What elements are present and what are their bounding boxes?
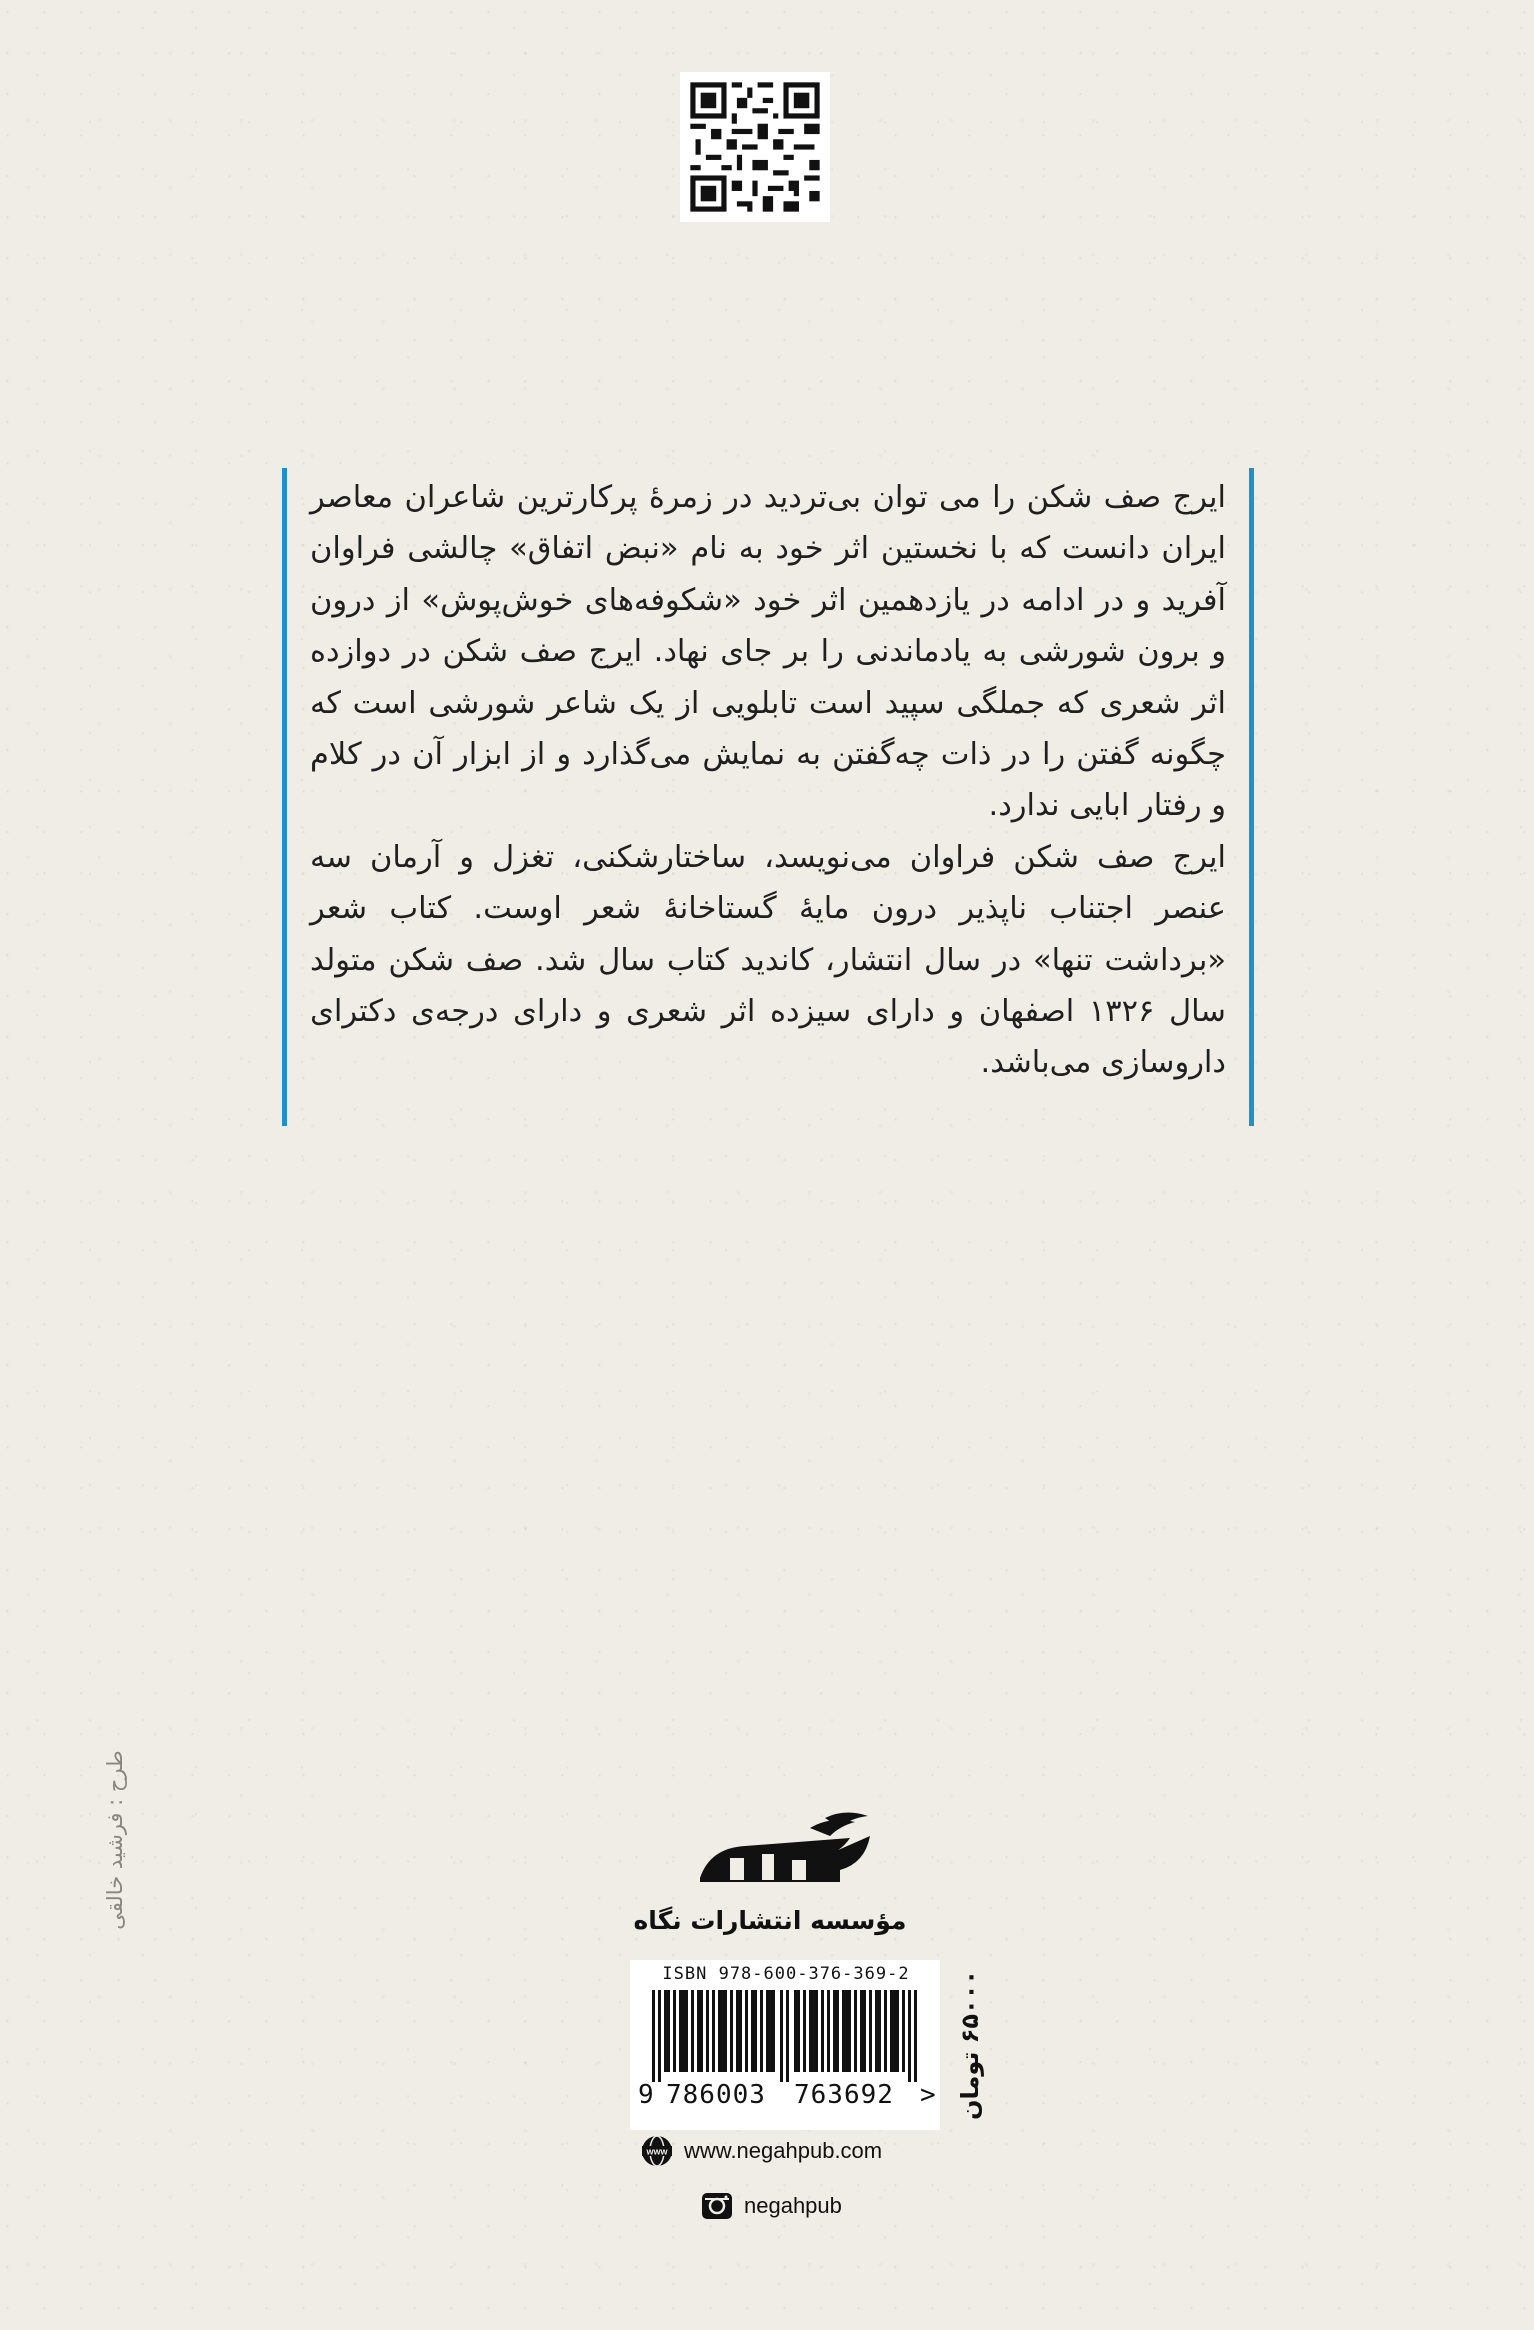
back-cover-blurb xyxy=(282,468,1254,1126)
blurb-text xyxy=(310,472,1226,1089)
publisher-logo xyxy=(690,1808,880,1903)
negah-logo-icon xyxy=(690,1808,880,1903)
qr-code xyxy=(680,72,830,222)
blurb-right-rule xyxy=(1249,468,1254,1126)
price-label xyxy=(950,1960,990,2130)
price-text: ۶۵۰۰۰ تومان xyxy=(956,1969,984,2121)
instagram-handle[interactable]: negahpub xyxy=(744,2193,842,2218)
qr-code-icon xyxy=(680,72,830,222)
globe-www-icon xyxy=(640,2134,674,2168)
svg-text:www: www xyxy=(646,2146,668,2157)
website-row[interactable] xyxy=(640,2133,882,2169)
isbn-number: ISBN 978-600-376-369-2 xyxy=(662,1964,910,1984)
instagram-row[interactable] xyxy=(700,2188,842,2224)
isbn-barcode xyxy=(630,1960,940,2130)
instagram-icon xyxy=(700,2189,734,2223)
design-credit-text: طرح : فرشید خالقی xyxy=(103,1750,127,1930)
barcode-left-group: 786003 xyxy=(666,2080,766,2110)
barcode-bars xyxy=(644,1990,926,2082)
blurb-paragraph-2: ایرج صف شکن فراوان می‌نویسد، ساختارشکنی، تغزل و آرمان سه عنصر اجتناب ناپذیر درون مایهٔ گستاخانهٔ شعر اوست. کتاب شعر «برداشت تنها» در سال انتشار، کاندید کتاب سال شد. صف شکن متولد سال ۱۳۲۶ اصفهان و دارای سیزده اثر شعری و دارای درجه‌ی دکترای داروسازی می‌باشد. xyxy=(310,839,1226,1081)
blurb-left-rule xyxy=(282,468,287,1126)
barcode-end-mark: > xyxy=(920,2080,937,2110)
design-credit xyxy=(95,1720,135,1960)
blurb-paragraph-1: ایرج صف شکن را می توان بی‌تردید در زمرهٔ پرکارترین شاعران معاصر ایران دانست که با نخستین اثر خود به نام «نبض اتفاق» چالشی فراوان آفرید و در ادامه در یازدهمین اثر خود «شکوفه‌های خوش‌پوش» از درون و برون شورشی به یادماندنی را بر جای نهاد. ایرج صف شکن در دوازده اثر شعری که جملگی سپید است تابلویی از یک شاعر شورشی است که چگونه گفتن را در ذات چه‌گفتن به نمایش می‌گذارد و از ابزار آن در کلام و رفتار ابایی ندارد. xyxy=(310,480,1226,824)
barcode-first-digit: 9 xyxy=(638,2080,655,2110)
publisher-name: مؤسسه انتشارات نگاه xyxy=(633,1906,907,1935)
barcode-right-group: 763692 xyxy=(794,2080,894,2110)
website-link[interactable]: www.negahpub.com xyxy=(684,2138,883,2163)
